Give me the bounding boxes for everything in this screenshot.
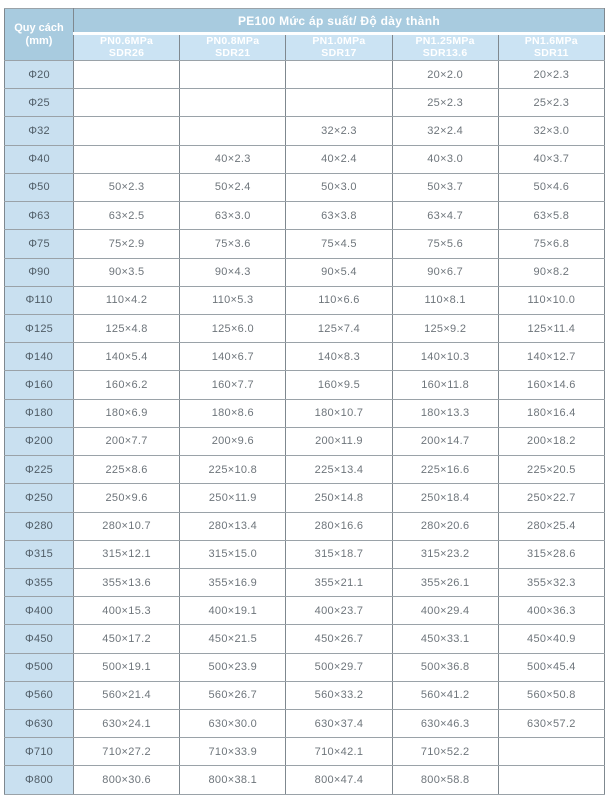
table-row — [5, 766, 605, 795]
value-cell: 90×3.5 — [74, 258, 180, 286]
value-cell: 560×50.8 — [498, 681, 604, 709]
value-cell: 200×14.7 — [392, 427, 498, 455]
value-cell: 250×9.6 — [74, 484, 180, 512]
value-cell: 180×8.6 — [180, 399, 286, 427]
value-cell: 180×13.3 — [392, 399, 498, 427]
value-cell: 280×20.6 — [392, 512, 498, 540]
value-cell: 75×6.8 — [498, 230, 604, 258]
value-cell: 20×2.3 — [498, 61, 604, 89]
table-row — [5, 343, 605, 371]
value-cell: 500×19.1 — [74, 653, 180, 681]
value-cell: 50×4.6 — [498, 173, 604, 201]
sdr-label: SDR17 — [321, 46, 357, 59]
pressure-label: PN0.8MPa — [206, 35, 260, 47]
value-cell: 75×5.6 — [392, 230, 498, 258]
value-cell: 20×2.0 — [392, 61, 498, 89]
value-cell: 110×10.0 — [498, 286, 604, 314]
value-cell: 450×26.7 — [286, 625, 392, 653]
main-header: PE100 Mức áp suất/ Độ dày thành — [74, 9, 605, 34]
table-header — [5, 9, 605, 61]
size-cell: Φ450 — [5, 625, 74, 653]
size-cell: Φ20 — [5, 61, 74, 89]
value-cell: 25×2.3 — [498, 89, 604, 117]
size-cell: Φ180 — [5, 399, 74, 427]
table-row — [5, 371, 605, 399]
table-row — [5, 625, 605, 653]
value-cell: 630×46.3 — [392, 710, 498, 738]
pressure-label: PN1.25MPa — [415, 35, 475, 47]
value-cell: 560×33.2 — [286, 681, 392, 709]
size-cell: Φ63 — [5, 202, 74, 230]
value-cell: 500×23.9 — [180, 653, 286, 681]
value-cell: 75×3.6 — [180, 230, 286, 258]
value-cell: 63×3.0 — [180, 202, 286, 230]
value-cell: 400×15.3 — [74, 597, 180, 625]
size-cell: Φ32 — [5, 117, 74, 145]
value-cell: 110×5.3 — [180, 286, 286, 314]
value-cell: 315×28.6 — [498, 540, 604, 568]
value-cell — [180, 89, 286, 117]
value-cell: 110×6.6 — [286, 286, 392, 314]
value-cell: 125×6.0 — [180, 314, 286, 342]
value-cell: 32×2.4 — [392, 117, 498, 145]
value-cell: 140×6.7 — [180, 343, 286, 371]
table-row — [5, 597, 605, 625]
pressure-label: PN0.6MPa — [100, 35, 154, 47]
value-cell — [74, 89, 180, 117]
table-row — [5, 202, 605, 230]
sdr-label: SDR13.6 — [422, 46, 468, 59]
value-cell: 710×42.1 — [286, 738, 392, 766]
value-cell: 800×30.6 — [74, 766, 180, 795]
corner-header-line2: (mm) — [25, 34, 53, 47]
sub-header-row — [5, 34, 605, 61]
value-cell: 125×7.4 — [286, 314, 392, 342]
value-cell: 32×2.3 — [286, 117, 392, 145]
size-cell: Φ50 — [5, 173, 74, 201]
value-cell: 200×11.9 — [286, 427, 392, 455]
value-cell: 200×7.7 — [74, 427, 180, 455]
value-cell: 160×7.7 — [180, 371, 286, 399]
value-cell: 50×3.0 — [286, 173, 392, 201]
size-cell: Φ800 — [5, 766, 74, 795]
sdr-label: SDR26 — [108, 46, 145, 59]
table-row — [5, 568, 605, 596]
column-header-pn16 — [498, 34, 604, 61]
table-row — [5, 314, 605, 342]
value-cell: 32×3.0 — [498, 117, 604, 145]
size-cell: Φ400 — [5, 597, 74, 625]
size-cell: Φ500 — [5, 653, 74, 681]
size-cell: Φ110 — [5, 286, 74, 314]
size-cell: Φ140 — [5, 343, 74, 371]
value-cell: 90×5.4 — [286, 258, 392, 286]
value-cell: 560×26.7 — [180, 681, 286, 709]
column-header-pn08 — [180, 34, 286, 61]
value-cell: 710×52.2 — [392, 738, 498, 766]
size-cell: Φ40 — [5, 145, 74, 173]
value-cell: 280×25.4 — [498, 512, 604, 540]
value-cell: 800×38.1 — [180, 766, 286, 795]
value-cell: 125×4.8 — [74, 314, 180, 342]
value-cell: 355×21.1 — [286, 568, 392, 596]
table-row — [5, 512, 605, 540]
value-cell: 225×13.4 — [286, 456, 392, 484]
value-cell: 355×32.3 — [498, 568, 604, 596]
pressure-label: PN1.6MPa — [524, 35, 578, 47]
value-cell — [74, 117, 180, 145]
value-cell: 400×29.4 — [392, 597, 498, 625]
table-row — [5, 710, 605, 738]
value-cell: 180×16.4 — [498, 399, 604, 427]
table-row — [5, 89, 605, 117]
value-cell: 90×8.2 — [498, 258, 604, 286]
value-cell: 140×8.3 — [286, 343, 392, 371]
value-cell: 40×3.0 — [392, 145, 498, 173]
value-cell: 315×15.0 — [180, 540, 286, 568]
size-cell: Φ315 — [5, 540, 74, 568]
value-cell: 450×21.5 — [180, 625, 286, 653]
size-cell: Φ225 — [5, 456, 74, 484]
value-cell: 225×16.6 — [392, 456, 498, 484]
size-cell: Φ250 — [5, 484, 74, 512]
size-cell: Φ630 — [5, 710, 74, 738]
value-cell: 40×2.3 — [180, 145, 286, 173]
column-header-pn125 — [392, 34, 498, 61]
value-cell: 125×11.4 — [498, 314, 604, 342]
value-cell: 355×26.1 — [392, 568, 498, 596]
value-cell — [180, 61, 286, 89]
size-cell: Φ355 — [5, 568, 74, 596]
table-row — [5, 145, 605, 173]
value-cell: 160×6.2 — [74, 371, 180, 399]
value-cell — [180, 117, 286, 145]
pressure-label: PN1.0MPa — [312, 35, 366, 47]
size-cell: Φ160 — [5, 371, 74, 399]
corner-header — [5, 9, 74, 61]
value-cell: 800×47.4 — [286, 766, 392, 795]
value-cell: 400×23.7 — [286, 597, 392, 625]
table-row — [5, 427, 605, 455]
column-header-pn06 — [74, 34, 180, 61]
value-cell: 800×58.8 — [392, 766, 498, 795]
value-cell: 500×29.7 — [286, 653, 392, 681]
value-cell: 630×37.4 — [286, 710, 392, 738]
value-cell: 180×6.9 — [74, 399, 180, 427]
value-cell — [74, 145, 180, 173]
table-row — [5, 399, 605, 427]
value-cell — [286, 61, 392, 89]
table-row — [5, 258, 605, 286]
value-cell: 140×5.4 — [74, 343, 180, 371]
value-cell: 200×18.2 — [498, 427, 604, 455]
value-cell: 63×5.8 — [498, 202, 604, 230]
value-cell: 50×3.7 — [392, 173, 498, 201]
value-cell: 110×8.1 — [392, 286, 498, 314]
value-cell: 50×2.3 — [74, 173, 180, 201]
value-cell: 63×2.5 — [74, 202, 180, 230]
main-header-row — [5, 9, 605, 34]
value-cell: 500×36.8 — [392, 653, 498, 681]
value-cell: 140×10.3 — [392, 343, 498, 371]
value-cell: 225×20.5 — [498, 456, 604, 484]
value-cell: 75×2.9 — [74, 230, 180, 258]
value-cell: 25×2.3 — [392, 89, 498, 117]
value-cell — [286, 89, 392, 117]
value-cell: 450×40.9 — [498, 625, 604, 653]
value-cell: 125×9.2 — [392, 314, 498, 342]
table-row — [5, 484, 605, 512]
value-cell: 400×36.3 — [498, 597, 604, 625]
table-row — [5, 653, 605, 681]
value-cell: 63×3.8 — [286, 202, 392, 230]
value-cell: 90×6.7 — [392, 258, 498, 286]
corner-header-line1: Quy cách — [14, 21, 64, 34]
value-cell: 200×9.6 — [180, 427, 286, 455]
value-cell: 315×12.1 — [74, 540, 180, 568]
value-cell: 110×4.2 — [74, 286, 180, 314]
value-cell: 315×23.2 — [392, 540, 498, 568]
value-cell: 180×10.7 — [286, 399, 392, 427]
value-cell: 315×18.7 — [286, 540, 392, 568]
size-cell: Φ560 — [5, 681, 74, 709]
value-cell — [498, 738, 604, 766]
table-row — [5, 286, 605, 314]
table-row — [5, 230, 605, 258]
value-cell: 40×3.7 — [498, 145, 604, 173]
value-cell: 280×10.7 — [74, 512, 180, 540]
value-cell: 90×4.3 — [180, 258, 286, 286]
value-cell: 225×8.6 — [74, 456, 180, 484]
size-cell: Φ280 — [5, 512, 74, 540]
value-cell: 710×33.9 — [180, 738, 286, 766]
value-cell: 500×45.4 — [498, 653, 604, 681]
value-cell: 710×27.2 — [74, 738, 180, 766]
sdr-label: SDR11 — [533, 46, 569, 59]
table-row — [5, 61, 605, 89]
value-cell: 400×19.1 — [180, 597, 286, 625]
value-cell: 225×10.8 — [180, 456, 286, 484]
value-cell: 355×16.9 — [180, 568, 286, 596]
sdr-label: SDR21 — [215, 46, 251, 59]
size-cell: Φ200 — [5, 427, 74, 455]
value-cell: 75×4.5 — [286, 230, 392, 258]
value-cell — [498, 766, 604, 795]
table-row — [5, 173, 605, 201]
value-cell — [74, 61, 180, 89]
size-cell: Φ710 — [5, 738, 74, 766]
table-body — [5, 61, 605, 795]
value-cell: 560×21.4 — [74, 681, 180, 709]
size-cell: Φ90 — [5, 258, 74, 286]
table-row — [5, 738, 605, 766]
value-cell: 560×41.2 — [392, 681, 498, 709]
value-cell: 450×17.2 — [74, 625, 180, 653]
value-cell: 40×2.4 — [286, 145, 392, 173]
value-cell: 140×12.7 — [498, 343, 604, 371]
table-row — [5, 117, 605, 145]
value-cell: 63×4.7 — [392, 202, 498, 230]
value-cell: 450×33.1 — [392, 625, 498, 653]
size-cell: Φ75 — [5, 230, 74, 258]
value-cell: 280×13.4 — [180, 512, 286, 540]
value-cell: 280×16.6 — [286, 512, 392, 540]
value-cell: 250×22.7 — [498, 484, 604, 512]
pipe-spec-table — [4, 8, 605, 795]
value-cell: 630×30.0 — [180, 710, 286, 738]
table-row — [5, 540, 605, 568]
value-cell: 355×13.6 — [74, 568, 180, 596]
table-row — [5, 456, 605, 484]
value-cell: 250×11.9 — [180, 484, 286, 512]
value-cell: 250×14.8 — [286, 484, 392, 512]
value-cell: 160×9.5 — [286, 371, 392, 399]
size-cell: Φ125 — [5, 314, 74, 342]
size-cell: Φ25 — [5, 89, 74, 117]
value-cell: 160×11.8 — [392, 371, 498, 399]
column-header-pn10 — [286, 34, 392, 61]
value-cell: 160×14.6 — [498, 371, 604, 399]
value-cell: 630×57.2 — [498, 710, 604, 738]
value-cell: 250×18.4 — [392, 484, 498, 512]
value-cell: 630×24.1 — [74, 710, 180, 738]
table-row — [5, 681, 605, 709]
value-cell: 50×2.4 — [180, 173, 286, 201]
